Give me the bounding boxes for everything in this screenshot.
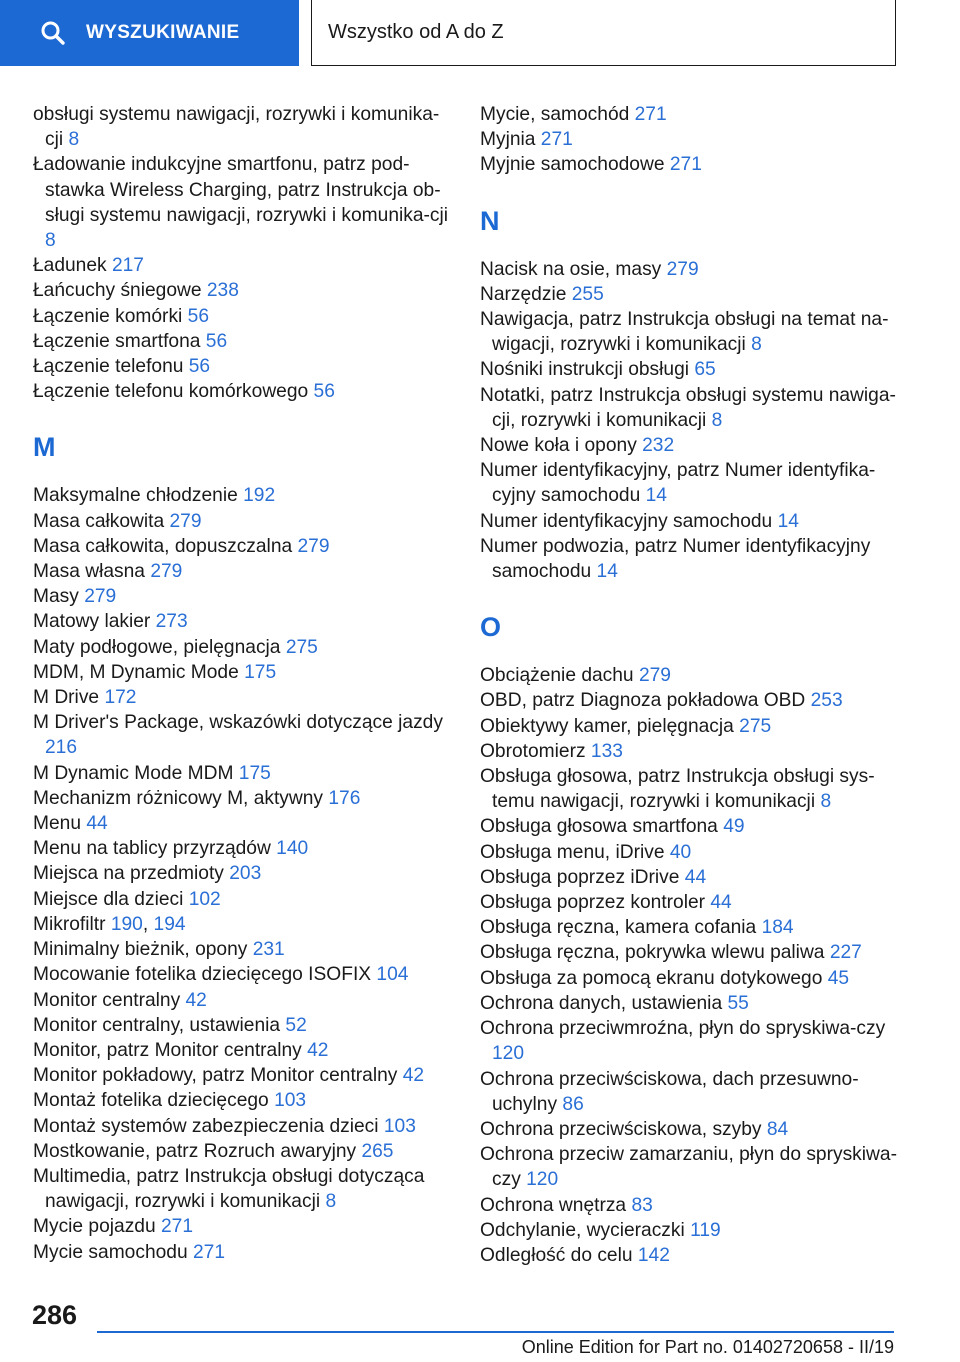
index-entry bbox=[33, 988, 453, 1013]
page-link[interactable]: 44 bbox=[710, 892, 732, 914]
page-link[interactable]: 8 bbox=[820, 791, 832, 813]
page-link[interactable]: 273 bbox=[155, 611, 188, 633]
search-button[interactable] bbox=[0, 0, 299, 66]
index-entry bbox=[480, 1016, 910, 1066]
index-entry-text: Obrotomierz bbox=[480, 740, 586, 762]
index-entry-text: MDM, M Dynamic Mode bbox=[33, 661, 239, 683]
index-entry-text: Menu bbox=[33, 813, 81, 835]
page-link[interactable]: 86 bbox=[562, 1093, 584, 1115]
index-entry-text: Łańcuchy śniegowe bbox=[33, 280, 202, 302]
index-entry bbox=[33, 962, 453, 987]
page-link[interactable]: 176 bbox=[328, 787, 361, 809]
index-entry-text: Łączenie telefonu bbox=[33, 356, 184, 378]
index-entry-text: Mycie pojazdu bbox=[33, 1216, 156, 1238]
page-number: 286 bbox=[32, 1300, 78, 1330]
page-link[interactable]: 120 bbox=[492, 1043, 525, 1065]
index-entry-text: Multimedia, patrz Instrukcja obsługi dotycząca nawigacji, rozrywki i komunikacji bbox=[33, 1165, 425, 1213]
index-entry-text: Montaż fotelika dziecięcego bbox=[33, 1090, 269, 1112]
index-entry bbox=[33, 278, 453, 303]
index-entry-text: Mikrofiltr bbox=[33, 913, 106, 935]
page-link[interactable]: 8 bbox=[45, 230, 56, 252]
page-link[interactable]: 271 bbox=[669, 154, 702, 176]
index-entry bbox=[33, 761, 453, 786]
index-entry-text: Ochrona przeciwmroźna, płyn do spryskiwa-czy bbox=[480, 1018, 886, 1040]
page-link[interactable]: 119 bbox=[690, 1219, 721, 1241]
index-entry-text: Mechanizm różnicowy M, aktywny bbox=[33, 787, 324, 809]
page-link[interactable]: 65 bbox=[694, 359, 716, 381]
index-entry bbox=[480, 102, 910, 127]
page-link[interactable]: 8 bbox=[68, 129, 80, 151]
index-letter-heading: O bbox=[480, 612, 502, 643]
index-entry bbox=[480, 383, 910, 433]
index-entry bbox=[33, 811, 453, 836]
index-entry-text: Ochrona wnętrza bbox=[480, 1194, 627, 1216]
index-entry bbox=[480, 282, 910, 307]
index-entry bbox=[480, 1193, 910, 1218]
index-entry bbox=[33, 559, 453, 584]
page-link[interactable]: 14 bbox=[645, 485, 667, 507]
index-entry-text: Monitor, patrz Monitor centralny bbox=[33, 1039, 302, 1061]
index-entry bbox=[480, 663, 910, 688]
page-link[interactable]: 8 bbox=[325, 1191, 337, 1213]
page-link[interactable]: 49 bbox=[723, 816, 745, 838]
page-link[interactable]: 175 bbox=[238, 762, 271, 784]
page-link[interactable]: 271 bbox=[540, 129, 573, 151]
index-entry bbox=[33, 1164, 453, 1214]
index-entry-text: Montaż systemów zabezpieczenia dzieci bbox=[33, 1115, 379, 1137]
index-entry bbox=[480, 1142, 910, 1192]
page-link[interactable]: 84 bbox=[766, 1118, 789, 1140]
page-link[interactable]: 42 bbox=[402, 1065, 425, 1087]
page-link[interactable]: 255 bbox=[571, 283, 604, 305]
page-link[interactable]: 102 bbox=[188, 888, 221, 910]
index-entry bbox=[33, 1214, 453, 1239]
index-entry-text: Obsługa poprzez iDrive bbox=[480, 866, 680, 888]
index-entry-text: Narzędzie bbox=[480, 283, 567, 305]
index-entry bbox=[480, 458, 910, 508]
index-entry bbox=[480, 127, 910, 152]
index-entry-text: Numer identyfikacyjny, patrz Numer identyfika-cyjny samochodu bbox=[480, 460, 876, 507]
index-entry-text: Nacisk na osie, masy bbox=[480, 258, 662, 280]
index-entry bbox=[480, 152, 910, 177]
index-entry-text: Mycie, samochód bbox=[480, 104, 630, 125]
index-entry bbox=[33, 1013, 453, 1038]
index-entry bbox=[33, 685, 453, 710]
index-entry-text: Minimalny bieżnik, opony bbox=[33, 939, 248, 961]
page-link[interactable]: 8 bbox=[711, 409, 723, 431]
index-entry bbox=[33, 635, 453, 660]
index-entry bbox=[33, 836, 453, 861]
page-link[interactable]: 279 bbox=[150, 561, 183, 583]
index-entry-text: Obsługa za pomocą ekranu dotykowego bbox=[480, 967, 823, 989]
index-entry-text: Obsługa głosowa smartfona bbox=[480, 816, 718, 838]
footer-edition: Online Edition for Part no. 01402720658 - II/19 bbox=[521, 1337, 894, 1357]
footer-divider bbox=[97, 1331, 894, 1333]
index-entry bbox=[33, 102, 453, 152]
index-entry bbox=[33, 887, 453, 912]
index-entry-text: Myjnie samochodowe bbox=[480, 154, 665, 176]
index-entry-text: Obiektywy kamer, pielęgnacja bbox=[480, 715, 734, 737]
top-navigation bbox=[0, 0, 960, 66]
page-link[interactable]: 238 bbox=[206, 280, 239, 302]
tab-a-to-z-label: Wszystko od A do Z bbox=[328, 21, 504, 43]
tab-a-to-z[interactable] bbox=[311, 0, 896, 66]
page-link[interactable]: 279 bbox=[297, 535, 330, 557]
page-link[interactable]: 194 bbox=[153, 913, 186, 935]
index-entry bbox=[33, 1038, 453, 1063]
index-entry-text: Obsługa poprzez kontroler bbox=[480, 892, 706, 914]
index-entry bbox=[480, 1067, 910, 1117]
index-entry-text: Łączenie komórki bbox=[33, 305, 183, 327]
index-entry bbox=[480, 966, 910, 991]
page-link[interactable]: 120 bbox=[526, 1169, 559, 1191]
index-entry bbox=[33, 912, 453, 937]
index-entry bbox=[480, 433, 910, 458]
index-entry-text: Ochrona przeciwściskowa, szyby bbox=[480, 1118, 762, 1140]
page-link[interactable]: 184 bbox=[761, 917, 794, 939]
index-entry bbox=[33, 937, 453, 962]
page-link[interactable]: 275 bbox=[285, 636, 318, 658]
page-link[interactable]: 52 bbox=[285, 1014, 307, 1036]
page-link[interactable]: 55 bbox=[727, 992, 749, 1014]
page-link[interactable]: 271 bbox=[634, 104, 667, 125]
page-link[interactable]: 265 bbox=[361, 1140, 394, 1162]
page-link[interactable]: 192 bbox=[243, 485, 276, 507]
index-entry-text: Ładunek bbox=[33, 255, 107, 277]
index-entry-text: Obsługa menu, iDrive bbox=[480, 841, 665, 863]
page-link[interactable]: 232 bbox=[642, 435, 675, 457]
index-entry bbox=[480, 714, 910, 739]
page-link[interactable]: 56 bbox=[188, 356, 211, 378]
index-entry bbox=[33, 379, 453, 404]
index-entry bbox=[33, 609, 453, 634]
index-entry-text: Masa całkowita, dopuszczalna bbox=[33, 535, 293, 557]
index-entry bbox=[480, 307, 910, 357]
page-link[interactable]: 8 bbox=[751, 334, 762, 356]
index-entry bbox=[480, 890, 910, 915]
index-entry-text: Mocowanie fotelika dziecięcego ISOFIX bbox=[33, 964, 372, 986]
page-link[interactable]: 83 bbox=[631, 1194, 653, 1216]
index-entry bbox=[33, 861, 453, 886]
index-entry-text: Maksymalne chłodzenie bbox=[33, 485, 238, 507]
index-entry-text: Obsługa głosowa, patrz Instrukcja obsługi sys-temu nawigacji, rozrywki i komunikacji bbox=[480, 766, 875, 813]
index-entry-text: Ochrona przeciw zamarzaniu, płyn do spryskiwa-czy bbox=[480, 1144, 897, 1191]
index-entry bbox=[480, 840, 910, 865]
index-entry bbox=[480, 940, 910, 965]
index-entry-text: Menu na tablicy przyrządów bbox=[33, 838, 271, 860]
page-link[interactable]: 42 bbox=[185, 989, 207, 1011]
page-link[interactable]: 45 bbox=[827, 967, 850, 989]
index-entry bbox=[33, 152, 453, 253]
page-link[interactable]: 56 bbox=[205, 330, 228, 352]
index-column-left bbox=[33, 102, 453, 1265]
index-entry bbox=[480, 991, 910, 1016]
index-entry-text: Monitor centralny bbox=[33, 989, 181, 1011]
index-entry-text: Obsługa ręczna, kamera cofania bbox=[480, 917, 757, 939]
index-entry-text: Masa całkowita bbox=[33, 510, 165, 532]
page-link[interactable]: 279 bbox=[666, 258, 699, 280]
index-entry-text: Maty podłogowe, pielęgnacja bbox=[33, 636, 281, 658]
page-link[interactable]: 253 bbox=[810, 690, 843, 712]
index-entry bbox=[33, 660, 453, 685]
page-link[interactable]: 40 bbox=[669, 841, 692, 863]
page-link[interactable]: 279 bbox=[169, 510, 202, 532]
index-entry bbox=[480, 688, 910, 713]
index-entry-text: Numer identyfikacyjny samochodu bbox=[480, 510, 773, 532]
index-entry bbox=[33, 534, 453, 559]
index-entry bbox=[480, 257, 910, 282]
index-entry bbox=[480, 1117, 910, 1142]
index-entry-text: Notatki, patrz Instrukcja obsługi systemu nawiga-cji, rozrywki i komunikacji bbox=[480, 384, 896, 431]
index-entry bbox=[480, 357, 910, 382]
index-entry bbox=[33, 786, 453, 811]
index-entry bbox=[480, 534, 910, 584]
index-entry bbox=[33, 584, 453, 609]
index-entry bbox=[33, 483, 453, 508]
index-entry-text: M Driver's Package, wskazówki dotyczące jazdy bbox=[33, 712, 443, 734]
page-link[interactable]: 103 bbox=[383, 1115, 416, 1137]
index-entry-text: Nowe koła i opony bbox=[480, 435, 637, 457]
index-entry-text: Łączenie smartfona bbox=[33, 330, 201, 352]
page-link[interactable]: 133 bbox=[590, 740, 623, 762]
index-letter-heading: M bbox=[33, 432, 56, 463]
index-entry bbox=[480, 764, 910, 814]
index-entry-text: Masy bbox=[33, 586, 79, 608]
index-entry bbox=[33, 329, 453, 354]
index-column-right bbox=[480, 102, 910, 1268]
index-entry-text: M Drive bbox=[33, 687, 100, 709]
index-entry-text: Ochrona danych, ustawienia bbox=[480, 992, 723, 1014]
index-entry-text: Nawigacja, patrz Instrukcja obsługi na temat na-wigacji, rozrywki i komunikacji bbox=[480, 309, 889, 356]
index-entry bbox=[33, 304, 453, 329]
page-link[interactable]: 231 bbox=[252, 939, 285, 961]
index-entry-text: Mycie samochodu bbox=[33, 1241, 188, 1263]
page-link[interactable]: 279 bbox=[638, 665, 671, 687]
index-entry bbox=[480, 915, 910, 940]
index-entry-text: Ochrona przeciwściskowa, dach przesuwno-uchylny bbox=[480, 1068, 859, 1115]
page-link[interactable]: 14 bbox=[596, 561, 618, 583]
index-entry bbox=[33, 354, 453, 379]
index-entry-text: M Dynamic Mode MDM bbox=[33, 762, 234, 784]
page-link[interactable]: 217 bbox=[111, 255, 144, 277]
page-link[interactable]: 56 bbox=[313, 381, 335, 403]
search-icon bbox=[40, 20, 66, 46]
page-link[interactable]: 104 bbox=[376, 964, 409, 986]
page-link[interactable]: 14 bbox=[777, 510, 799, 532]
page-link[interactable]: 103 bbox=[274, 1090, 307, 1112]
index-entry-text: Mostkowanie, patrz Rozruch awaryjny bbox=[33, 1140, 357, 1162]
page-link[interactable]: 42 bbox=[307, 1039, 329, 1061]
index-entry bbox=[480, 814, 910, 839]
page-link[interactable]: 142 bbox=[637, 1244, 670, 1266]
index-entry bbox=[33, 1088, 453, 1113]
page-link[interactable]: 190 bbox=[110, 913, 143, 935]
page-link[interactable]: 216 bbox=[45, 737, 78, 759]
index-entry-text: Ładowanie indukcyjne smartfonu, patrz pod-stawka Wireless Charging, patrz Instrukcja ob-sługi systemu nawigacji, rozrywki i komunika-cji bbox=[33, 154, 449, 226]
index-entry bbox=[33, 1240, 453, 1265]
page-link-separator: , bbox=[142, 913, 149, 935]
index-entry-text: Nośniki instrukcji obsługi bbox=[480, 359, 690, 381]
index-letter-heading: N bbox=[480, 205, 500, 236]
index-entry bbox=[480, 509, 910, 534]
page-link[interactable]: 275 bbox=[739, 715, 772, 737]
page-link[interactable]: 279 bbox=[84, 586, 117, 608]
page-link[interactable]: 44 bbox=[684, 866, 707, 888]
page-link[interactable]: 175 bbox=[244, 661, 277, 683]
index-entry-text: Miejsce dla dzieci bbox=[33, 888, 184, 910]
index-entry bbox=[33, 1114, 453, 1139]
index-entry-text: Obciążenie dachu bbox=[480, 665, 634, 687]
index-entry-text: Monitor pokładowy, patrz Monitor centralny bbox=[33, 1065, 398, 1087]
index-entry bbox=[480, 1218, 910, 1243]
index-entry-text: obsługi systemu nawigacji, rozrywki i komunika-cji bbox=[33, 104, 440, 151]
page-link[interactable]: 172 bbox=[104, 687, 137, 709]
index-entry-text: Myjnia bbox=[480, 129, 536, 151]
index-entry-text: Monitor centralny, ustawienia bbox=[33, 1014, 281, 1036]
index-entry bbox=[33, 1139, 453, 1164]
index-entry bbox=[480, 865, 910, 890]
index-entry-text: Obsługa ręczna, pokrywka wlewu paliwa bbox=[480, 942, 825, 964]
index-entry bbox=[33, 710, 453, 760]
index-entry-text: Matowy lakier bbox=[33, 611, 151, 633]
page-link[interactable]: 271 bbox=[192, 1241, 225, 1263]
index-entry-text: Odchylanie, wycieraczki bbox=[480, 1219, 685, 1241]
index-entry-text: OBD, patrz Diagnoza pokładowa OBD bbox=[480, 690, 806, 712]
page-link[interactable]: 271 bbox=[161, 1216, 194, 1238]
index-entry-text: Numer podwozia, patrz Numer identyfikacyjny samochodu bbox=[480, 535, 871, 583]
page-link[interactable]: 140 bbox=[276, 838, 309, 860]
page-link[interactable]: 203 bbox=[229, 863, 262, 885]
index-entry bbox=[480, 739, 910, 764]
index-entry bbox=[480, 1243, 910, 1268]
index-entry-text: Miejsca na przedmioty bbox=[33, 863, 224, 885]
search-label: WYSZUKIWANIE bbox=[86, 22, 240, 43]
index-entry-text: Łączenie telefonu komórkowego bbox=[33, 381, 309, 403]
index-entry bbox=[33, 253, 453, 278]
index-entry-text: Odległość do celu bbox=[480, 1244, 633, 1266]
index-entry bbox=[33, 1063, 453, 1088]
page-link[interactable]: 227 bbox=[829, 942, 862, 964]
page-link[interactable]: 44 bbox=[86, 813, 108, 835]
index-entry bbox=[33, 509, 453, 534]
index-entry-text: Masa własna bbox=[33, 561, 145, 583]
page-link[interactable]: 56 bbox=[187, 305, 209, 327]
